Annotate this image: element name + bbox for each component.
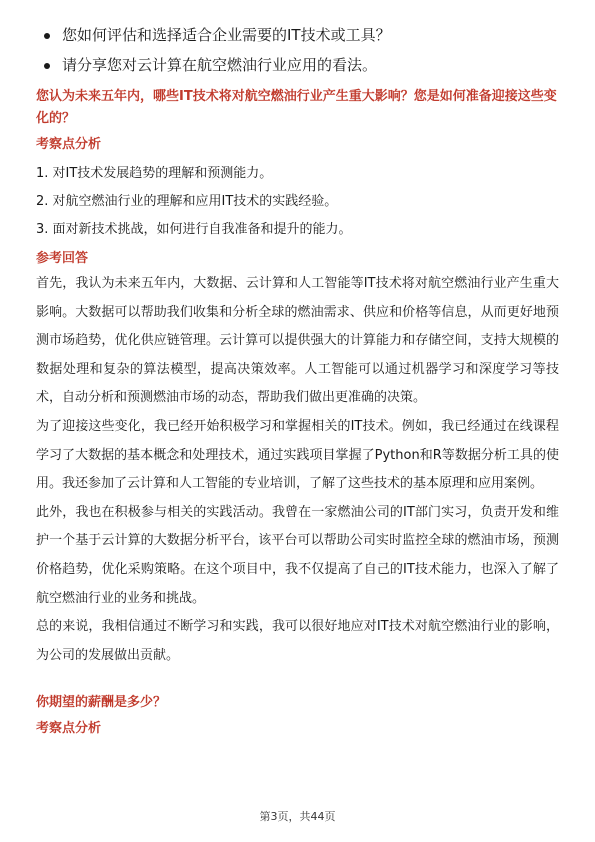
answer-paragraph: 首先，我认为未来五年内，大数据、云计算和人工智能等IT技术将对航空燃油行业产生重大影响。大数据可以帮助我们收集和分析全球的燃油需求、供应和价格等信息，从而更好地预测市场趋势，优化供应链管理。云计算可以提供强大的计算能力和存储空间，支持大规模的数据处理和复杂的算法模型，提高决策效率。人工智能可以通过机器学习和深度学习等技术，自动分析和预测燃油市场的动态，帮助我们做出更准确的决策。 (36, 276, 559, 406)
bullet-text: 您如何评估和选择适合企业需要的IT技术或工具？ (62, 26, 391, 44)
analysis-point: 3. 面对新技术挑战，如何进行自我准备和提升的能力。 (36, 222, 352, 237)
bullet-text: 请分享您对云计算在航空燃油行业应用的看法。 (62, 56, 378, 74)
bullet-item (36, 20, 559, 50)
page-footer: 第3页，共44页 (259, 810, 336, 823)
analysis-point-list (36, 160, 559, 244)
intro-bullet-list (36, 20, 559, 80)
analysis-point: 2. 对航空燃油行业的理解和应用IT技术的实践经验。 (36, 194, 338, 209)
next-analysis-label: 考察点分析 (36, 721, 102, 737)
bullet-item (36, 50, 559, 80)
question-heading: 您认为未来五年内，哪些IT技术将对航空燃油行业产生重大影响？您是如何准备迎接这些变化的？ (36, 89, 557, 126)
next-question-heading: 你期望的薪酬是多少？ (36, 695, 167, 711)
bullet-dot-icon (44, 33, 50, 39)
document-page (36, 20, 559, 740)
analysis-point: 1. 对IT技术发展趋势的理解和预测能力。 (36, 166, 273, 181)
answer-paragraph: 总的来说，我相信通过不断学习和实践，我可以很好地应对IT技术对航空燃油行业的影响，为公司的发展做出贡献。 (36, 619, 559, 663)
analysis-label: 考察点分析 (36, 137, 102, 152)
bullet-dot-icon (44, 63, 50, 69)
answer-label: 参考回答 (36, 251, 89, 266)
answer-paragraph: 为了迎接这些变化，我已经开始积极学习和掌握相关的IT技术。例如，我已经通过在线课程学习了大数据的基本概念和处理技术，通过实践项目掌握了Python和R等数据分析工具的使用。我还参加了云计算和人工智能的专业培训，了解了这些技术的基本原理和应用案例。 (36, 418, 559, 492)
answer-paragraph: 此外，我也在积极参与相关的实践活动。我曾在一家燃油公司的IT部门实习，负责开发和维护一个基于云计算的大数据分析平台，该平台可以帮助公司实时监控全球的燃油市场，预测价格趋势，优化采购策略。在这个项目中，我不仅提高了自己的IT技术能力，也深入了解了航空燃油行业的业务和挑战。 (36, 504, 559, 606)
